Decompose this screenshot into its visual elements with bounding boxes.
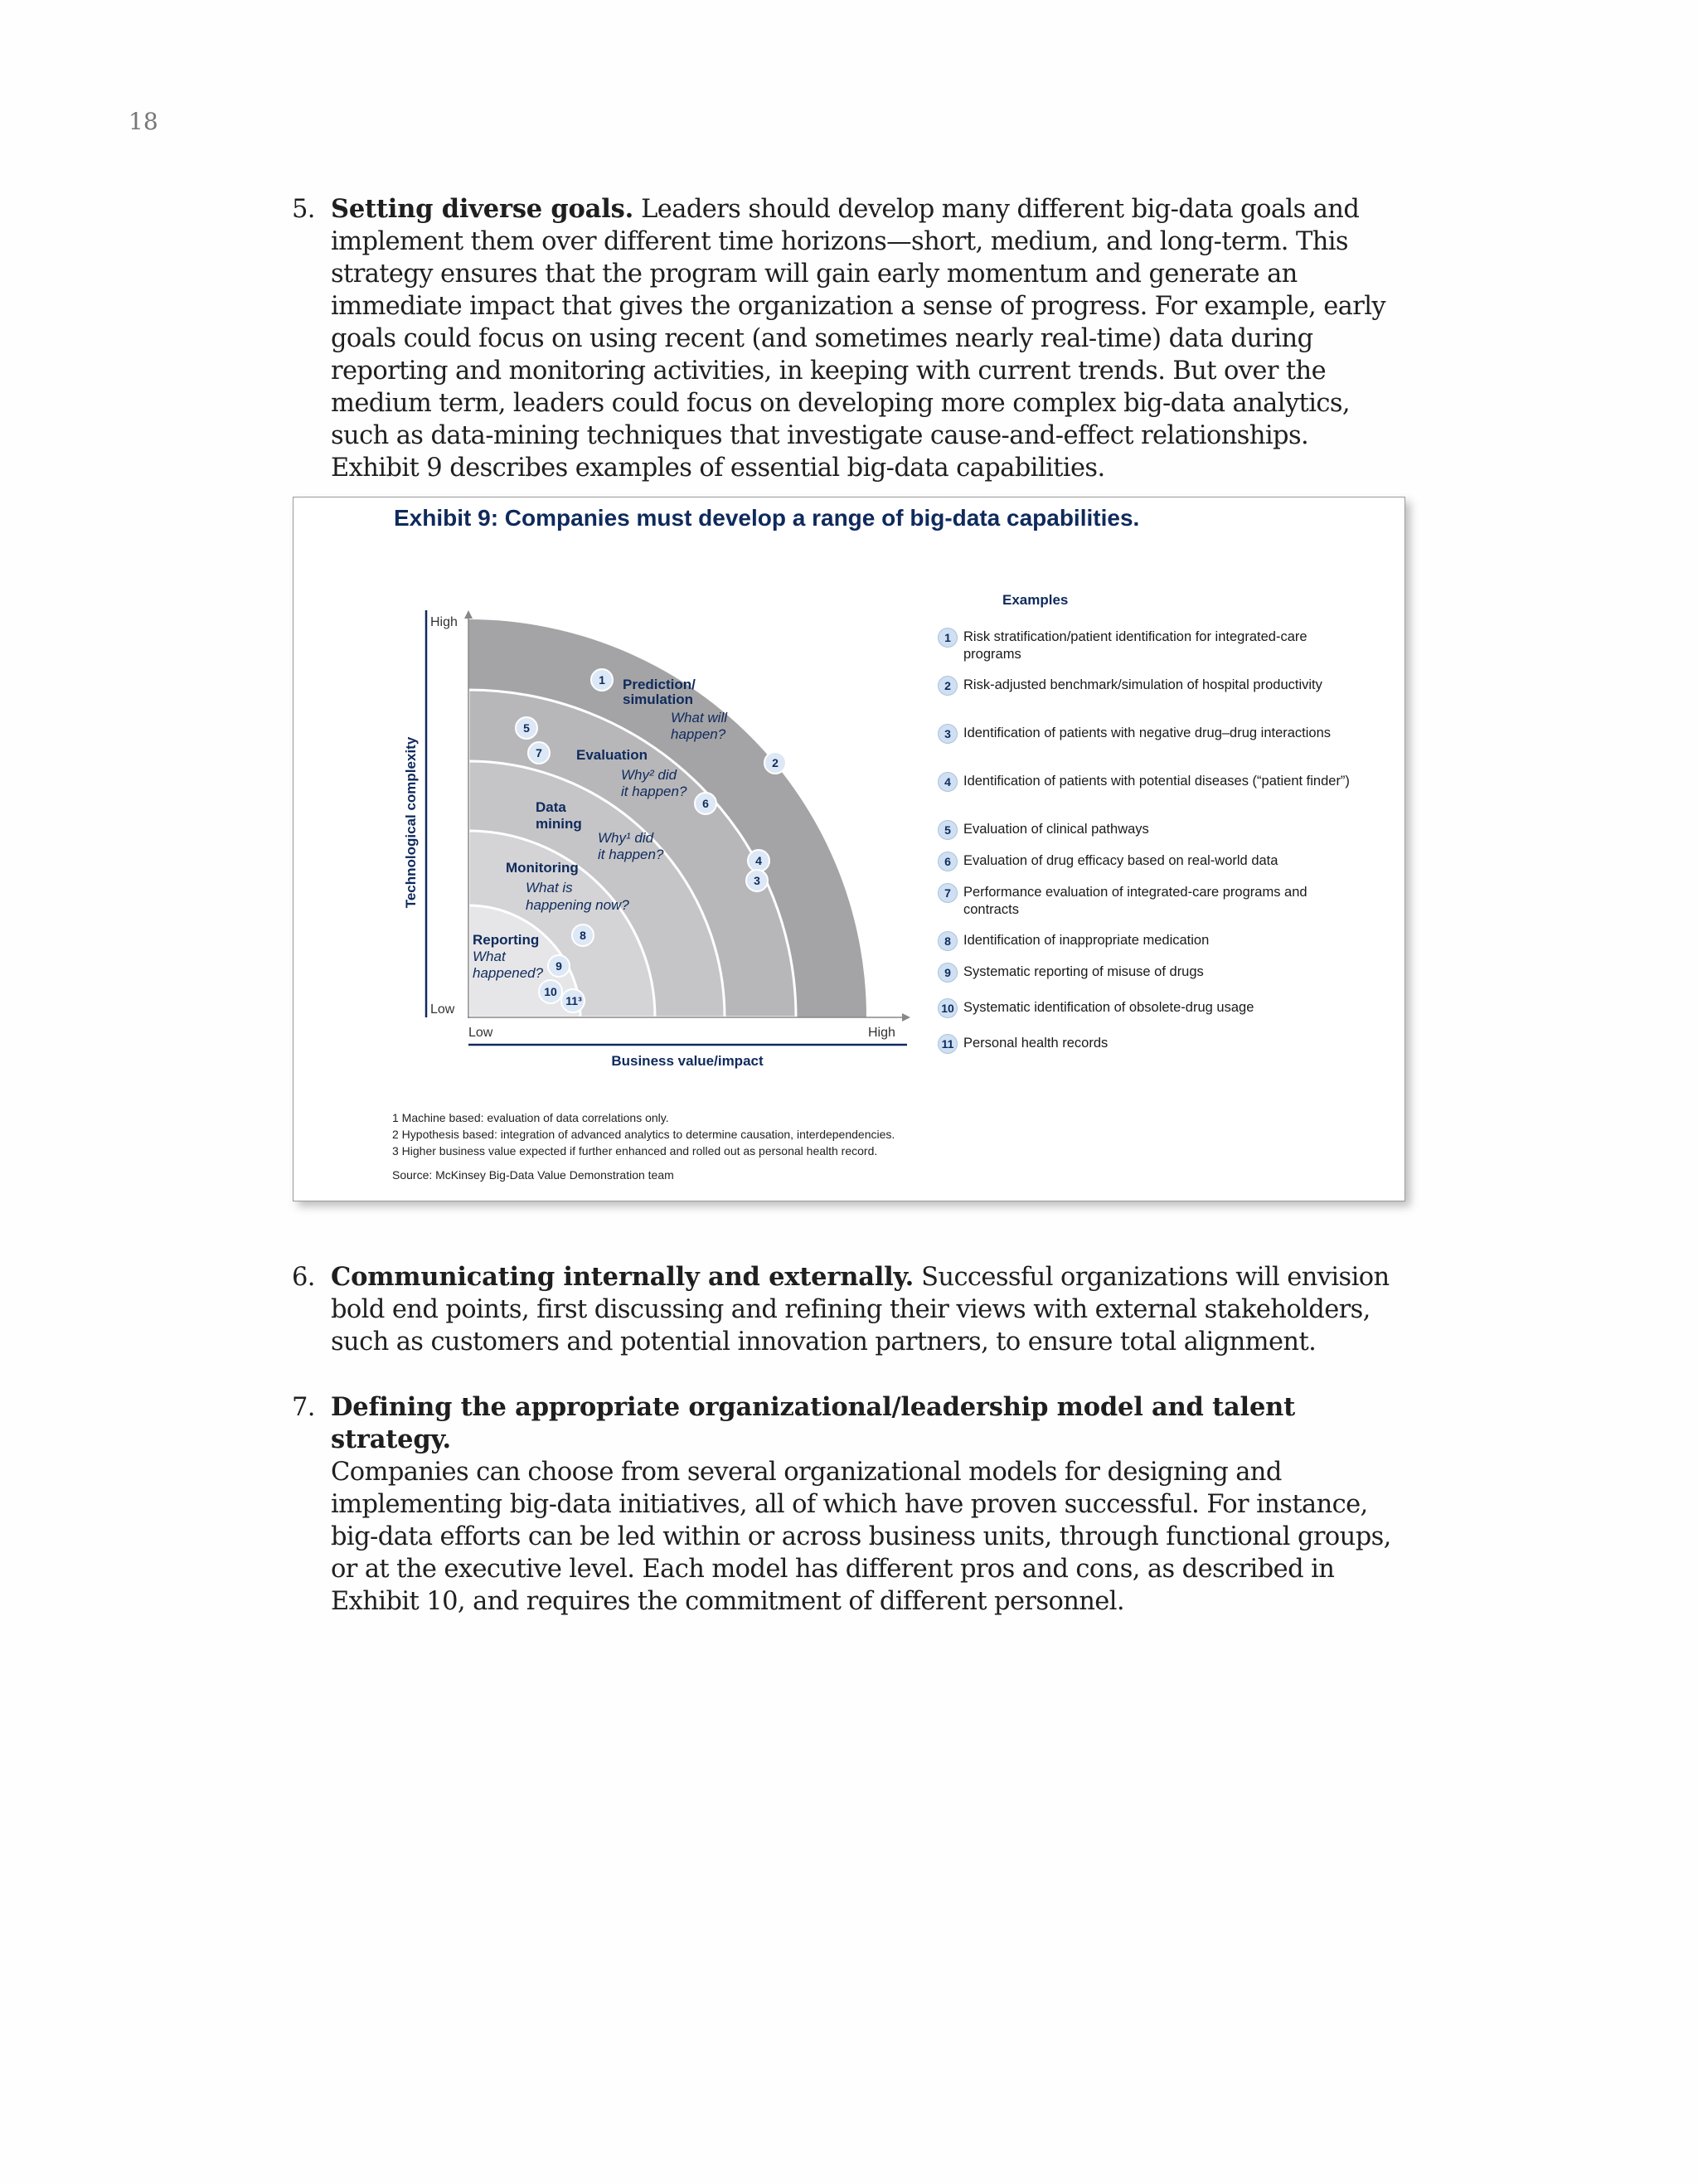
example-item: 10 Systematic identification of obsolete-drug usage <box>938 999 1352 1017</box>
example-item: 8 Identification of inappropriate medication <box>938 932 1352 949</box>
marker-5: 5 <box>523 721 530 735</box>
y-axis-label: Technological complexity <box>403 736 419 909</box>
level-name-mining: mining <box>536 816 582 832</box>
level-question-reporting-2: happened? <box>473 965 544 981</box>
item-body: Leaders should develop many different big-data goals and implement them over different time horizons—short, medium, and long-term. This strategy ensures that the program will gain early momentum and generate an immediate impact that gives the organization a sense of progress. For example, early goals could focus on using recent (and sometimes nearly real-time) data during reporting and monitoring activities, in keeping with current trends. But over the medium term, leaders could focus on developing more complex big-data analytics, such as data-mining techniques that investigate cause-and-effect relationships. Exhibit 9 describes examples of essential big-data capabilities. <box>331 195 1386 483</box>
marker-1: 1 <box>599 673 605 687</box>
item-body: Companies can choose from several organizational models for designing and implementing big-data initiatives, all of which have proven successful. For instance, big-data efforts can be led within or across business units, through functional groups, or at the executive level. Each model has different pros and cons, as described in Exhibit 10, and requires the commitment of different personnel. <box>331 1458 1391 1616</box>
footnote: 2 Hypothesis based: integration of advanced analytics to determine causation, interdependencies. <box>392 1128 895 1141</box>
level-question-prediction-2: happen? <box>671 726 726 742</box>
marker-6: 6 <box>702 797 709 810</box>
list-number: 5. <box>292 195 315 224</box>
x-axis-label: Business value/impact <box>611 1053 764 1069</box>
list-item-communicating <box>292 1261 1403 1358</box>
y-low-label: Low <box>430 1002 455 1017</box>
marker-3: 3 <box>754 874 760 887</box>
level-question-mining-2: it happen? <box>598 847 664 862</box>
exhibit-9-figure <box>293 497 1405 1201</box>
item-body: Successful organizations will envision bold end points, first discussing and refining their views with external stakeholders, such as customers and potential innovation partners, to ensure total alignment. <box>331 1263 1390 1357</box>
x-axis-arrowhead <box>902 1013 910 1022</box>
level-name-reporting: Reporting <box>473 932 540 948</box>
example-item: 11 Personal health records <box>938 1035 1352 1052</box>
level-question-reporting-1: What <box>473 949 506 964</box>
level-question-mining-1: Why¹ did <box>598 830 654 846</box>
example-item: 6 Evaluation of drug efficacy based on real-world data <box>938 852 1352 870</box>
level-name-monitoring: Monitoring <box>506 860 579 876</box>
level-name-prediction: Prediction/ <box>623 677 696 692</box>
level-question-evaluation-1: Why² did <box>621 767 677 783</box>
page-number: 18 <box>129 108 158 135</box>
marker-4: 4 <box>755 854 762 867</box>
list-item-setting-diverse-goals <box>292 193 1403 484</box>
list-number: 6. <box>292 1263 315 1292</box>
example-item: 5 Evaluation of clinical pathways <box>938 821 1352 838</box>
marker-9: 9 <box>555 959 562 973</box>
item-heading: Setting diverse goals. <box>331 194 634 224</box>
exhibit-title: Exhibit 9: Companies must develop a range of big-data capabilities. <box>394 505 1140 531</box>
footnote: 3 Higher business value expected if further enhanced and rolled out as personal health record. <box>392 1144 878 1158</box>
level-question-monitoring-2: happening now? <box>526 897 629 913</box>
example-item: 9 Systematic reporting of misuse of drugs <box>938 963 1352 981</box>
example-item: 7 Performance evaluation of integrated-care programs and contracts <box>938 884 1352 919</box>
capability-quadrant-chart <box>294 497 1404 1201</box>
x-low-label: Low <box>468 1026 493 1040</box>
examples-heading: Examples <box>1002 592 1069 608</box>
marker-7: 7 <box>536 746 542 760</box>
y-high-label: High <box>430 615 458 629</box>
example-item: 4 Identification of patients with potential diseases (“patient finder”) <box>938 773 1352 790</box>
level-question-prediction-1: What will <box>671 710 728 726</box>
level-name-simulation: simulation <box>623 692 694 707</box>
y-axis-arrowhead <box>464 610 473 619</box>
level-question-monitoring-1: What is <box>526 880 573 895</box>
example-item: 3 Identification of patients with negative drug–drug interactions <box>938 725 1352 742</box>
level-name-data: Data <box>536 799 566 815</box>
x-high-label: High <box>868 1026 895 1040</box>
marker-2: 2 <box>772 756 779 769</box>
item-heading: Communicating internally and externally. <box>331 1262 914 1292</box>
example-item: 1 Risk stratification/patient identification for integrated-care programs <box>938 629 1352 663</box>
example-item: 2 Risk-adjusted benchmark/simulation of hospital productivity <box>938 677 1352 694</box>
marker-11: 11³ <box>565 994 582 1007</box>
level-question-evaluation-2: it happen? <box>621 784 687 799</box>
item-heading: Defining the appropriate organizational/leadership model and talent strategy. <box>331 1392 1296 1454</box>
list-number: 7. <box>292 1393 315 1422</box>
level-name-evaluation: Evaluation <box>576 747 648 763</box>
marker-10: 10 <box>544 985 557 998</box>
marker-8: 8 <box>580 929 586 942</box>
footnote: 1 Machine based: evaluation of data correlations only. <box>392 1111 669 1124</box>
list-item-organizational-model <box>292 1391 1403 1618</box>
exhibit-source: Source: McKinsey Big-Data Value Demonstration team <box>392 1168 674 1182</box>
